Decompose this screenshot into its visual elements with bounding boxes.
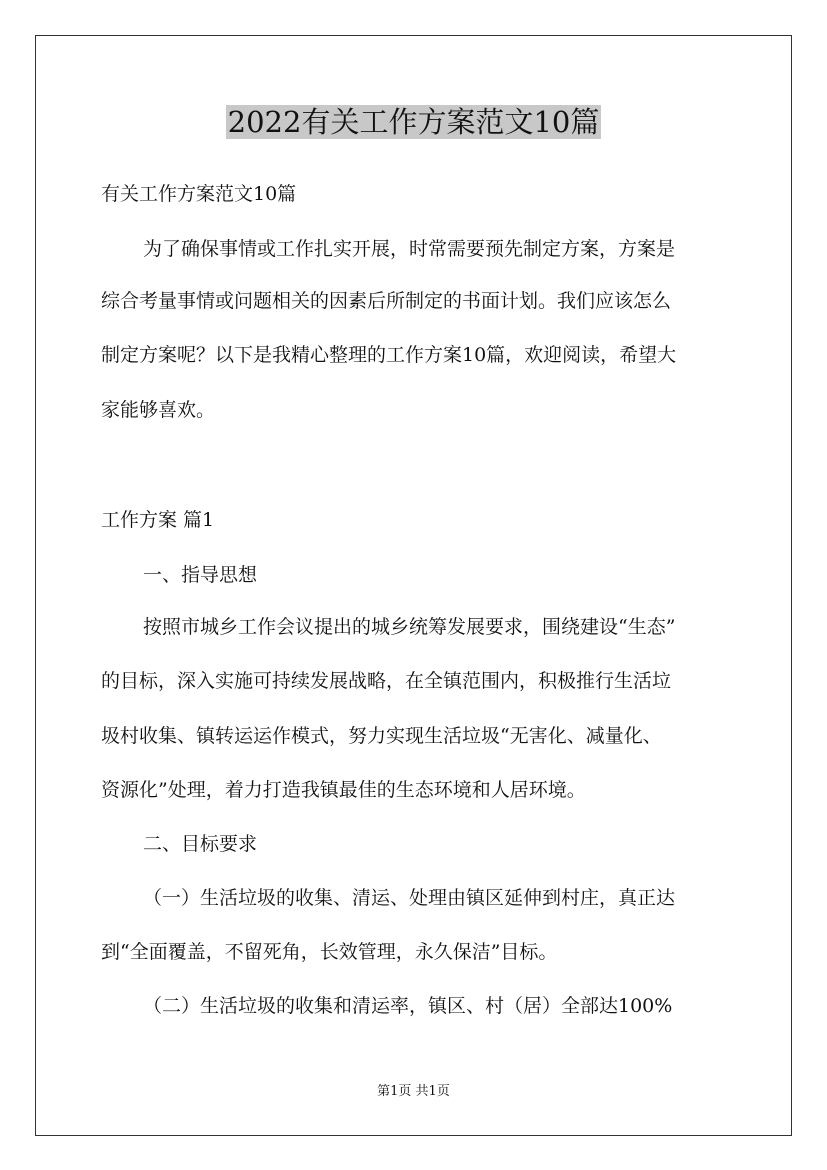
para-2-line-2: 到“全面覆盖，不留死角，长效管理，永久保洁”目标。 xyxy=(101,941,558,963)
intro-line-4: 家能够喜欢。 xyxy=(101,399,216,421)
para-1-line-4: 资源化”处理，着力打造我镇最佳的生态环境和人居环境。 xyxy=(101,779,586,801)
intro-line-2: 综合考量事情或问题相关的因素后所制定的书面计划。我们应该怎么 xyxy=(101,290,672,312)
para-1-line-3: 圾村收集、镇转运运作模式，努力实现生活垃圾“无害化、减量化、 xyxy=(101,725,662,747)
intro-line-3: 制定方案呢？以下是我精心整理的工作方案10篇，欢迎阅读，希望大 xyxy=(101,344,677,366)
subtitle: 有关工作方案范文10篇 xyxy=(101,183,297,205)
para-2-line-1: （一）生活垃圾的收集、清运、处理由镇区延伸到村庄，真正达 xyxy=(143,887,676,909)
document-title xyxy=(0,104,827,140)
para-3-line-1: （二）生活垃圾的收集和清运率，镇区、村（居）全部达100% xyxy=(143,995,673,1017)
heading-target-requirements: 二、目标要求 xyxy=(143,833,258,855)
para-1-line-1: 按照市城乡工作会议提出的城乡统筹发展要求，围绕建设“生态” xyxy=(143,616,676,638)
document-title-text: 2022有关工作方案范文10篇 xyxy=(227,105,600,139)
heading-guiding-ideology: 一、指导思想 xyxy=(143,564,258,586)
section-heading: 工作方案 篇1 xyxy=(101,509,215,531)
page-footer: 第1页 共1页 xyxy=(377,1084,450,1099)
para-1-line-2: 的目标，深入实施可持续发展战略，在全镇范围内，积极推行生活垃 xyxy=(101,670,672,692)
intro-line-1: 为了确保事情或工作扎实开展，时常需要预先制定方案，方案是 xyxy=(143,238,676,260)
